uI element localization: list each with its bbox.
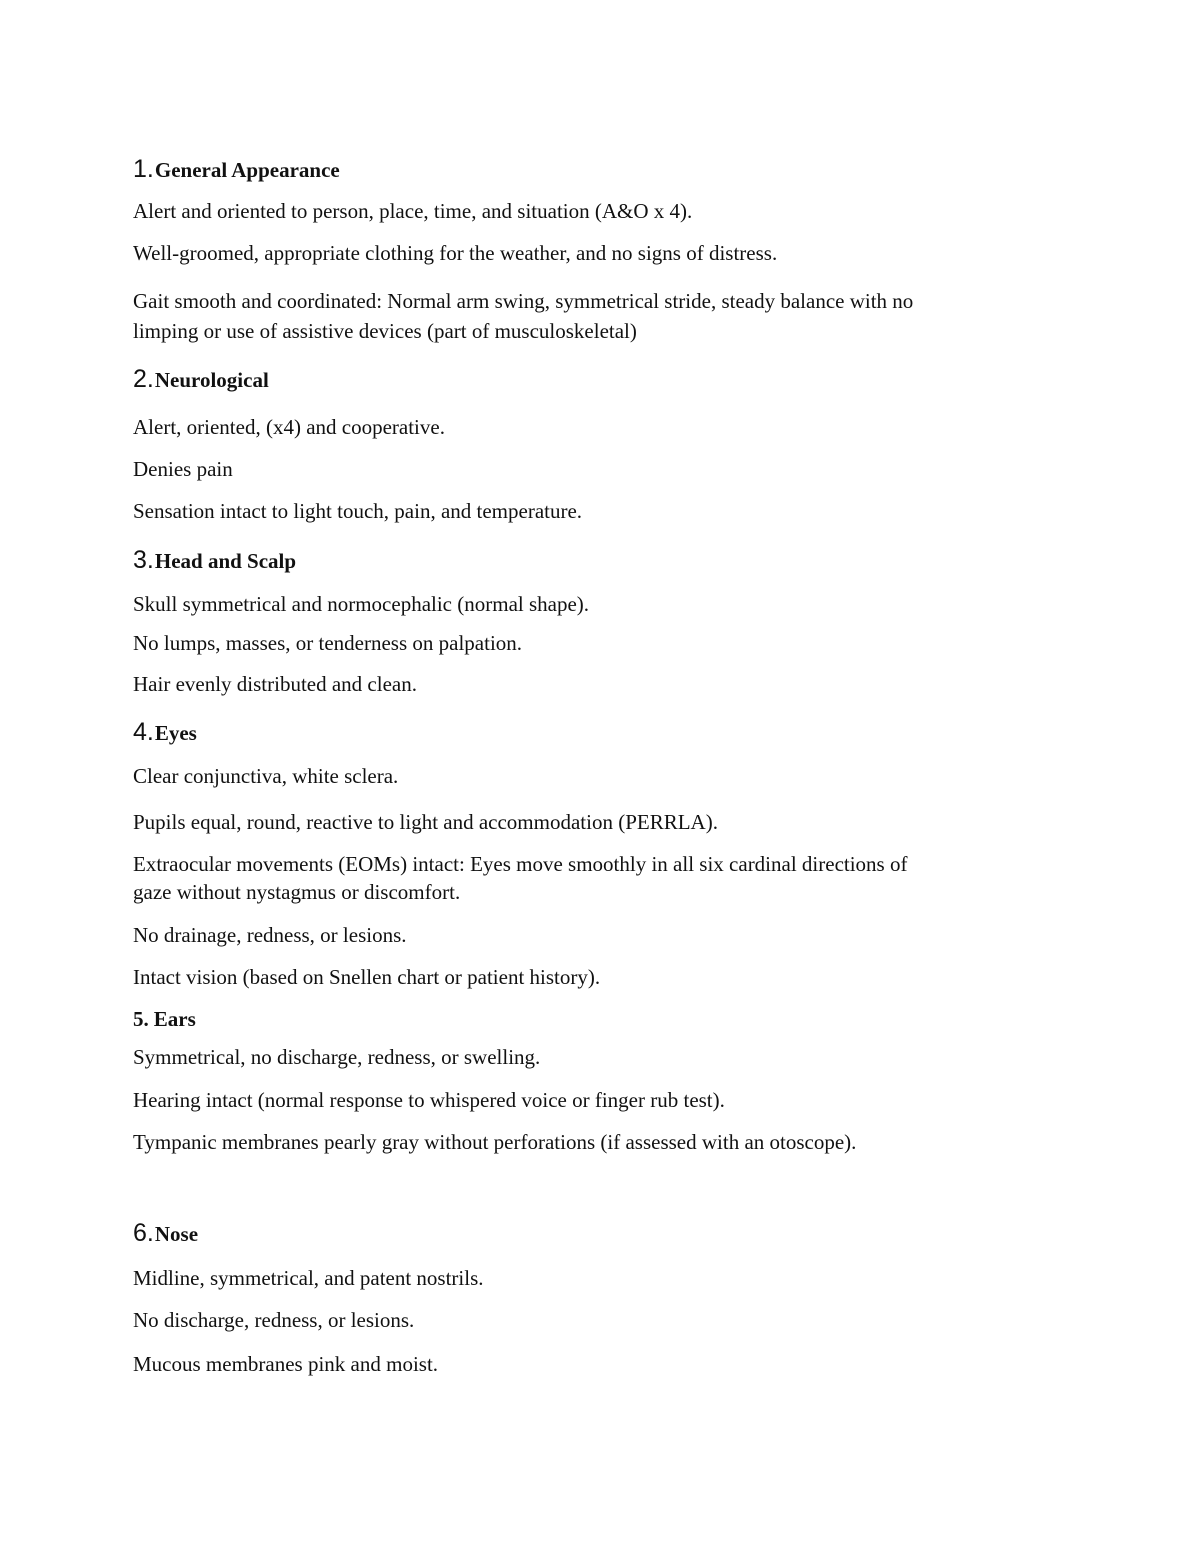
text-line: No discharge, redness, or lesions.: [133, 1308, 415, 1332]
text-line: Hair evenly distributed and clean.: [133, 672, 417, 696]
section-heading-head-and-scalp: [133, 546, 296, 575]
section-number: 1.: [133, 155, 154, 183]
text-line: Tympanic membranes pearly gray without perforations (if assessed with an otoscope).: [133, 1130, 857, 1154]
text-line: Well-groomed, appropriate clothing for the weather, and no signs of distress.: [133, 241, 778, 265]
text-line: limping or use of assistive devices (part of musculoskeletal): [133, 319, 637, 343]
section-title: Nose: [154, 1222, 199, 1246]
section-number: 6.: [133, 1219, 154, 1247]
section-number: 2.: [133, 365, 154, 393]
text-line: Pupils equal, round, reactive to light and accommodation (PERRLA).: [133, 810, 718, 834]
text-line: Symmetrical, no discharge, redness, or swelling.: [133, 1045, 541, 1069]
section-number: 4.: [133, 718, 154, 746]
text-line: No lumps, masses, or tenderness on palpation.: [133, 631, 523, 655]
text-line: Midline, symmetrical, and patent nostrils.: [133, 1266, 484, 1290]
section-heading-nose: [133, 1219, 198, 1248]
section-number: 5.: [133, 1007, 149, 1031]
text-line: Alert and oriented to person, place, time, and situation (A&O x 4).: [133, 199, 693, 223]
section-heading-general-appearance: [133, 155, 340, 184]
text-line: Sensation intact to light touch, pain, and temperature.: [133, 499, 583, 523]
text-line: Mucous membranes pink and moist.: [133, 1352, 439, 1376]
section-title: Eyes: [154, 721, 197, 745]
text-line: Denies pain: [133, 457, 233, 481]
section-title: Head and Scalp: [154, 549, 297, 573]
section-title: General Appearance: [154, 158, 340, 182]
text-line: gaze without nystagmus or discomfort.: [133, 880, 461, 904]
section-title: Neurological: [154, 368, 269, 392]
text-line: Hearing intact (normal response to whispered voice or finger rub test).: [133, 1088, 725, 1112]
section-number: 3.: [133, 546, 154, 574]
section-heading-neurological: [133, 365, 269, 394]
section-heading-eyes: [133, 718, 197, 747]
text-line: Skull symmetrical and normocephalic (normal shape).: [133, 592, 590, 616]
text-line: Alert, oriented, (x4) and cooperative.: [133, 415, 445, 439]
text-line: Intact vision (based on Snellen chart or patient history).: [133, 965, 601, 989]
text-line: Gait smooth and coordinated: Normal arm swing, symmetrical stride, steady balance with no: [133, 289, 914, 313]
section-heading-ears: [133, 1007, 196, 1032]
section-title: Ears: [153, 1007, 196, 1031]
text-line: No drainage, redness, or lesions.: [133, 923, 407, 947]
text-line: Extraocular movements (EOMs) intact: Eyes move smoothly in all six cardinal directions of: [133, 852, 908, 876]
text-line: Clear conjunctiva, white sclera.: [133, 764, 399, 788]
